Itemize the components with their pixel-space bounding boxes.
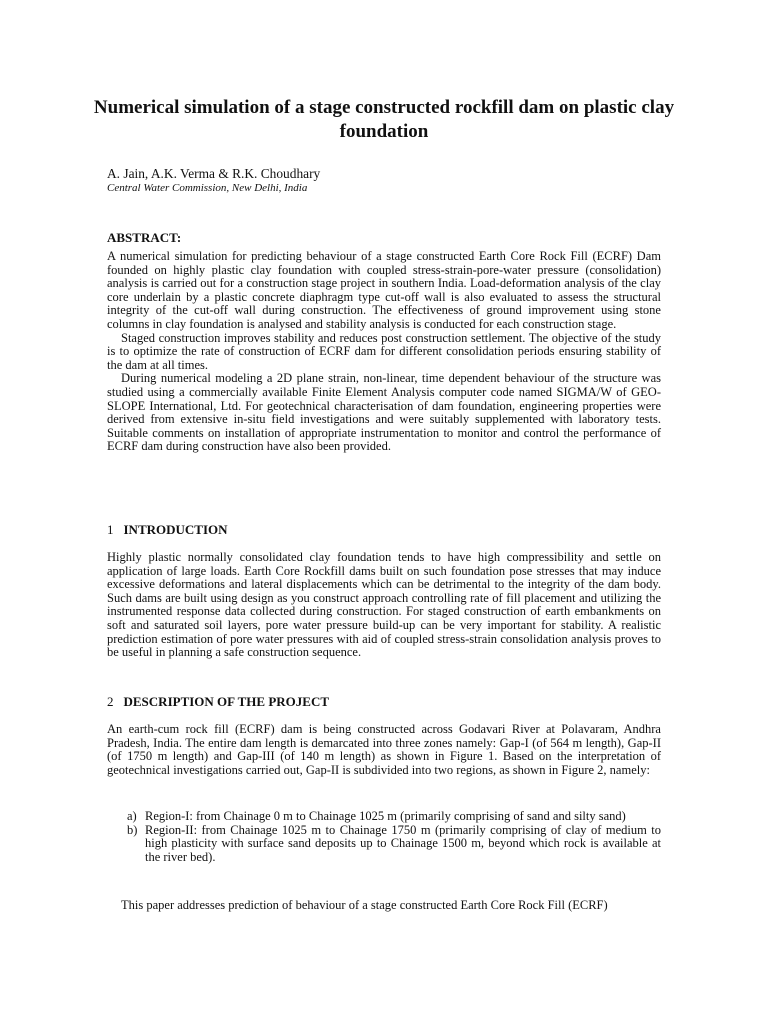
section-1-heading	[107, 522, 228, 538]
abstract-paragraph-1: A numerical simulation for predicting behaviour of a stage constructed Earth Core Rock Fill (ECRF) Dam founded on highly plastic clay foundation with coupled stress-strain-pore-water pressure (consolidation) analysis is carried out for a construction stage project in southern India. Load-deformation analysis of the clay core underlain by a plastic concrete diaphragm type cut-off wall is also evaluated to assess the structural integrity of the cut-off wall during construction. The effectiveness of ground improvement using stone columns in clay foundation is analysed and stability analysis is conducted for each construction stage.	[107, 249, 661, 331]
list-item-label: b)	[127, 822, 138, 837]
section-1-number: 1	[107, 522, 114, 537]
section-2-number: 2	[107, 694, 114, 709]
section-2-body	[107, 723, 661, 777]
section-1-title: INTRODUCTION	[123, 522, 228, 537]
section-2-title: DESCRIPTION OF THE PROJECT	[123, 694, 330, 709]
authors: A. Jain, A.K. Verma & R.K. Choudhary	[107, 166, 321, 181]
list-item-label: a)	[127, 809, 137, 823]
list-item	[107, 824, 661, 865]
section-2-heading	[107, 694, 329, 710]
section-2-paragraph: An earth-cum rock fill (ECRF) dam is being constructed across Godavari River at Polavaram, Andhra Pradesh, India. The entire dam length is demarcated into three zones namely: Gap-I (of 564 m length), Gap-II (of 1750 m length) and Gap-III (of 140 m length) as shown in Figure 1. Based on the interpretation of geotechnical investigations carried out, Gap-II is subdivided into two regions, as shown in Figure 2, namely:	[107, 722, 661, 777]
list-item-text: Region-II: from Chainage 1025 m to Chainage 1750 m (primarily comprising of clay of medium to high plasticity with surface sand deposits up to Chainage 1500 m, beyond which rock is available at the river bed).	[145, 822, 661, 864]
abstract-heading: ABSTRACT:	[107, 230, 182, 245]
list-item-text: Region-I: from Chainage 0 m to Chainage 1025 m (primarily comprising of sand and silty sand)	[145, 809, 626, 823]
region-list	[107, 810, 661, 864]
list-item	[107, 810, 661, 824]
abstract-paragraph-2: Staged construction improves stability and reduces post construction settlement. The objective of the study is to optimize the rate of construction of ECRF dam for different consolidation periods ensuring stability of the dam at all times.	[107, 330, 661, 372]
affiliation: Central Water Commission, New Delhi, India	[107, 182, 308, 194]
continuation-text: This paper addresses prediction of behaviour of a stage constructed Earth Core Rock Fill (ECRF)	[121, 898, 608, 912]
paper-title: Numerical simulation of a stage constructed rockfill dam on plastic clay foundation	[93, 97, 675, 142]
abstract-paragraph-3: During numerical modeling a 2D plane strain, non-linear, time dependent behaviour of the structure was studied using a commercially available Finite Element Analysis computer code named SIGMA/W of GEO-SLOPE International, Ltd. For geotechnical characterisation of dam foundation, engineering properties were derived from extensive in-situ field investigations and were suitably supplemented with laboratory tests. Suitable comments on installation of appropriate instrumentation to monitor and control the performance of ECRF dam during construction have also been provided.	[107, 371, 661, 454]
section-1-body	[107, 551, 661, 660]
abstract-body	[107, 250, 661, 454]
section-1-paragraph: Highly plastic normally consolidated clay foundation tends to have high compressibility and settle on application of large loads. Earth Core Rockfill dams built on such foundation pose stresses that may induce excessive deformations and lateral displacements which can be detrimental to the integrity of the dam body. Such dams are built using design as you construct approach controlling rate of fill placement and utilizing the instrumented response data collected during construction. For staged construction of earth embankments on soft and saturated soil layers, pore water pressure build-up can be very important for stability. A realistic prediction estimation of pore water pressures with aid of coupled stress-strain consolidation analysis proves to be useful in planning a safe construction sequence.	[107, 550, 661, 660]
